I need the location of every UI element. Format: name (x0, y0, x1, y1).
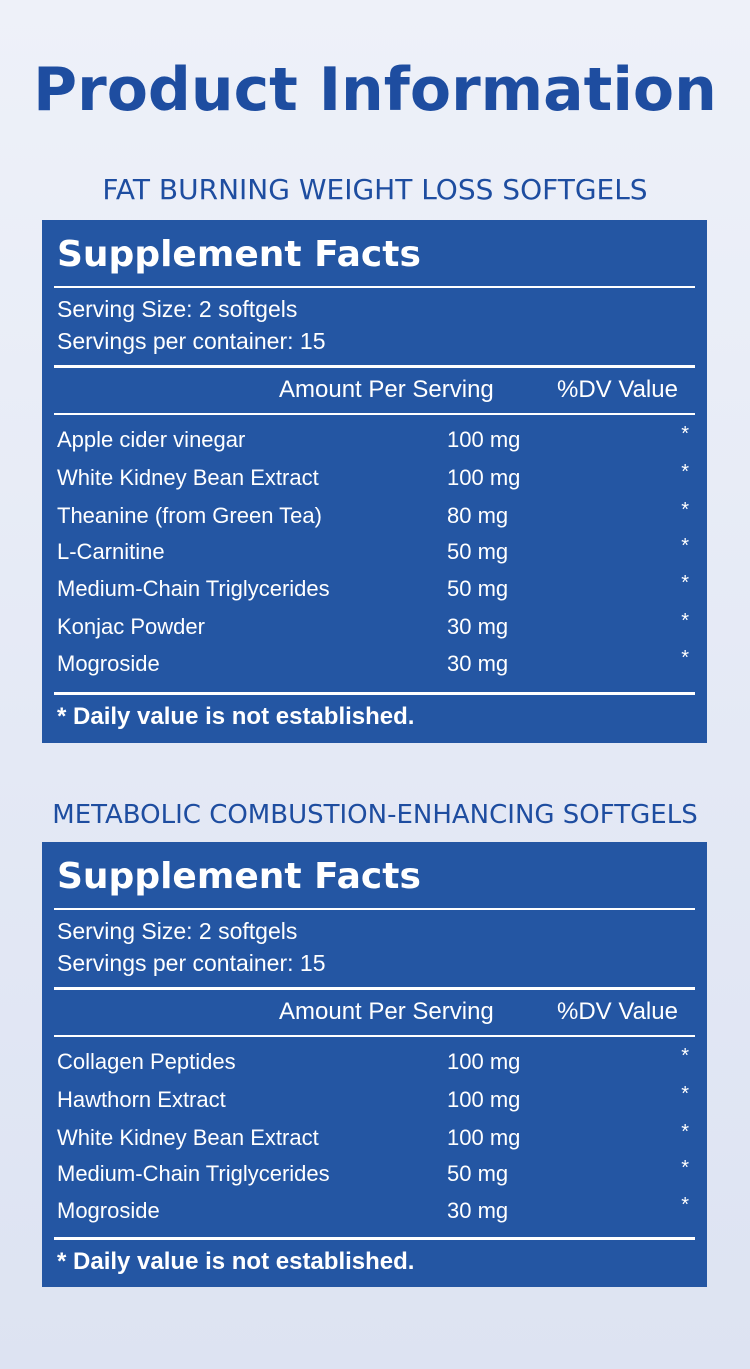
table-row (42, 1194, 707, 1228)
ingredient-name: Medium-Chain Triglycerides (57, 1161, 330, 1186)
ingredient-dv: * (681, 461, 689, 483)
divider (54, 365, 695, 368)
table-row (42, 535, 707, 569)
footnote: * Daily value is not established. (57, 703, 415, 730)
divider (54, 908, 695, 910)
section-title-fat-burning: FAT BURNING WEIGHT LOSS SOFTGELS (102, 173, 648, 206)
ingredient-amount: 100 mg (447, 1049, 521, 1074)
supplement-facts-panel (42, 220, 707, 743)
column-header-dv: %DV Value (557, 998, 678, 1025)
table-row (42, 647, 707, 681)
divider (54, 286, 695, 288)
section-title-metabolic: METABOLIC COMBUSTION-ENHANCING SOFTGELS (52, 800, 698, 830)
ingredient-name: White Kidney Bean Extract (57, 1125, 319, 1150)
ingredient-name: L-Carnitine (57, 539, 165, 564)
ingredient-name: Mogroside (57, 1198, 160, 1223)
supplement-facts-panel (42, 842, 707, 1287)
divider (54, 1237, 695, 1240)
serving-size: Serving Size: 2 softgels (57, 918, 298, 944)
ingredient-dv: * (681, 647, 689, 669)
ingredient-amount: 100 mg (447, 427, 521, 452)
servings-per-container: Servings per container: 15 (57, 950, 326, 976)
table-row (42, 1157, 707, 1191)
column-header-dv: %DV Value (557, 376, 678, 403)
table-row (42, 610, 707, 644)
ingredient-dv: * (681, 423, 689, 445)
ingredient-amount: 50 mg (447, 539, 509, 564)
ingredient-name: Collagen Peptides (57, 1049, 236, 1074)
ingredient-name: Konjac Powder (57, 614, 205, 639)
table-row (42, 423, 707, 457)
ingredient-amount: 30 mg (447, 614, 509, 639)
ingredient-name: Medium-Chain Triglycerides (57, 576, 330, 601)
ingredient-dv: * (681, 572, 689, 594)
column-header-amount: Amount Per Serving (279, 998, 494, 1025)
ingredient-name: White Kidney Bean Extract (57, 465, 319, 490)
ingredient-dv: * (681, 1045, 689, 1067)
table-row (42, 499, 707, 533)
ingredient-name: Hawthorn Extract (57, 1087, 226, 1112)
ingredient-dv: * (681, 1083, 689, 1105)
ingredient-amount: 100 mg (447, 465, 521, 490)
ingredient-amount: 50 mg (447, 576, 509, 601)
ingredient-dv: * (681, 499, 689, 521)
table-row (42, 1083, 707, 1117)
ingredient-dv: * (681, 535, 689, 557)
ingredient-amount: 100 mg (447, 1125, 521, 1150)
facts-title: Supplement Facts (57, 234, 421, 275)
ingredient-amount: 80 mg (447, 503, 509, 528)
ingredient-amount: 100 mg (447, 1087, 521, 1112)
ingredient-dv: * (681, 1194, 689, 1216)
ingredient-dv: * (681, 1157, 689, 1179)
ingredient-dv: * (681, 610, 689, 632)
ingredient-amount: 30 mg (447, 651, 509, 676)
column-header-amount: Amount Per Serving (279, 376, 494, 403)
ingredient-dv: * (681, 1121, 689, 1143)
ingredient-amount: 30 mg (447, 1198, 509, 1223)
ingredient-amount: 50 mg (447, 1161, 509, 1186)
table-row (42, 1121, 707, 1155)
facts-title: Supplement Facts (57, 856, 421, 897)
ingredient-name: Apple cider vinegar (57, 427, 246, 452)
divider (54, 987, 695, 990)
divider (54, 1035, 695, 1037)
divider (54, 413, 695, 415)
footnote: * Daily value is not established. (57, 1248, 415, 1275)
table-row (42, 572, 707, 606)
page-title: Product Information (33, 55, 717, 125)
serving-size: Serving Size: 2 softgels (57, 296, 298, 322)
servings-per-container: Servings per container: 15 (57, 328, 326, 354)
divider (54, 692, 695, 695)
ingredient-name: Theanine (from Green Tea) (57, 503, 322, 528)
table-row (42, 461, 707, 495)
ingredient-name: Mogroside (57, 651, 160, 676)
table-row (42, 1045, 707, 1079)
